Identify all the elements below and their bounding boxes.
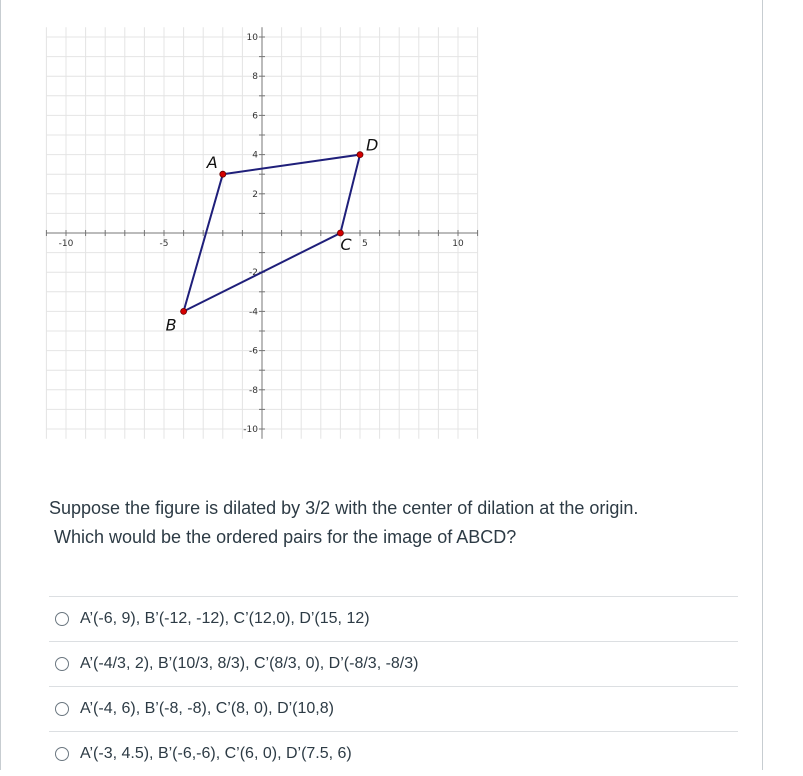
radio-button-icon[interactable] xyxy=(55,657,69,671)
frame-right-border xyxy=(762,0,763,770)
question-line-1: Suppose the figure is dilated by 3/2 with the center of dilation at the origin. xyxy=(49,498,639,518)
answer-label: A’(-3, 4.5), B’(-6,-6), C’(6, 0), D’(7.5, 6) xyxy=(80,745,352,762)
vertex-label-a: A xyxy=(206,153,218,173)
frame-left-border xyxy=(0,0,1,770)
y-tick-label: -4 xyxy=(249,307,258,318)
y-tick-labels xyxy=(243,33,258,435)
y-tick-label: -10 xyxy=(243,425,258,435)
answer-list xyxy=(49,596,738,776)
x-tick-label: 10 xyxy=(452,239,464,249)
answer-option-1[interactable] xyxy=(49,596,738,641)
vertex-label-d: D xyxy=(366,135,379,155)
y-tick-label: -2 xyxy=(249,268,258,279)
y-tick-label: 8 xyxy=(252,72,258,83)
vertex-point xyxy=(220,171,226,177)
y-tick-label: 10 xyxy=(246,33,258,43)
question-line-2: Which would be the ordered pairs for the image of ABCD? xyxy=(54,527,517,547)
vertex-label-c: C xyxy=(340,235,352,254)
y-tick-label: 4 xyxy=(252,150,258,161)
answer-label: A’(-4, 6), B’(-8, -8), C’(8, 0), D’(10,8) xyxy=(80,700,334,717)
x-tick-label: -10 xyxy=(58,239,74,249)
answer-option-2[interactable] xyxy=(49,641,738,686)
question-text xyxy=(49,494,729,552)
answer-option-4[interactable] xyxy=(49,731,738,776)
vertex-label-b: B xyxy=(165,315,177,335)
radio-button-icon[interactable] xyxy=(55,612,69,626)
coordinate-graph xyxy=(40,14,490,444)
vertex-point xyxy=(181,308,187,314)
answer-label: A’(-6, 9), B’(-12, -12), C’(12,0), D’(15, 12) xyxy=(80,610,370,627)
x-tick-label: 5 xyxy=(362,239,368,249)
y-tick-label: 6 xyxy=(252,111,258,122)
radio-button-icon[interactable] xyxy=(55,702,69,716)
y-tick-label: -6 xyxy=(249,346,258,357)
radio-button-icon[interactable] xyxy=(55,747,69,761)
answer-label: A’(-4/3, 2), B’(10/3, 8/3), C’(8/3, 0), D’(-8/3, -8/3) xyxy=(80,655,419,672)
axes xyxy=(46,27,477,439)
x-tick-label: -5 xyxy=(159,239,169,249)
x-tick-labels xyxy=(59,239,464,249)
vertex-point xyxy=(357,152,363,158)
answer-option-3[interactable] xyxy=(49,686,738,731)
y-tick-label: 2 xyxy=(252,189,258,200)
y-tick-label: -8 xyxy=(249,385,258,396)
